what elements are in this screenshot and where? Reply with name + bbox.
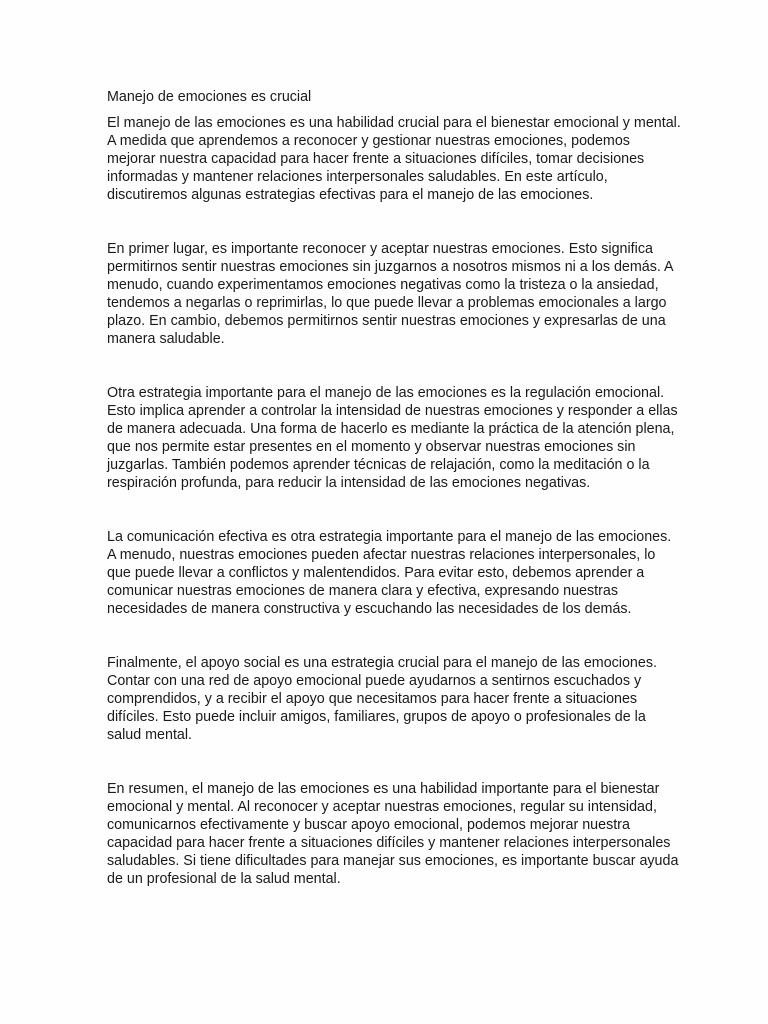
paragraph-summary: En resumen, el manejo de las emociones es una habilidad importante para el bienestar emocional y mental. Al reconocer y aceptar nuestras emociones, regular su intensidad, comunicarnos efectivamente y buscar apoyo emocional, podemos mejorar nuestra capacidad para hacer frente a situaciones difíciles y mantener relaciones interpersonales saludables. Si tiene dificultades para manejar sus emociones, es importante buscar ayuda de un profesional de la salud mental. bbox=[107, 781, 679, 887]
paragraph-recognize-accept: En primer lugar, es importante reconocer y aceptar nuestras emociones. Esto significa permitirnos sentir nuestras emociones sin juzgarnos a nosotros mismos ni a los demás. A menudo, cuando experimentamos emociones negativas como la tristeza o la ansiedad, tendemos a negarlas o reprimirlas, lo que puede llevar a problemas emocionales a largo plazo. En cambio, debemos permitirnos sentir nuestras emociones y expresarlas de una manera saludable. bbox=[107, 241, 674, 347]
paragraph-emotional-regulation: Otra estrategia importante para el manejo de las emociones es la regulación emocional. Esto implica aprender a controlar la intensidad de nuestras emociones y responder a ellas de manera adecuada. Una forma de hacerlo es mediante la práctica de la atención plena, que nos permite estar presentes en el momento y observar nuestras emociones sin juzgarlas. También podemos aprender técnicas de relajación, como la meditación o la respiración profunda, para reducir la intensidad de las emociones negativas. bbox=[107, 385, 678, 491]
document-title: Manejo de emociones es crucial bbox=[107, 89, 312, 105]
paragraph-introduction: El manejo de las emociones es una habilidad crucial para el bienestar emocional y mental. A medida que aprendemos a reconocer y gestionar nuestras emociones, podemos mejorar nuestra capacidad para hacer frente a situaciones difíciles, tomar decisiones informadas y mantener relaciones interpersonales saludables. En este artículo, discutiremos algunas estrategias efectivas para el manejo de las emociones. bbox=[107, 115, 681, 203]
paragraph-social-support: Finalmente, el apoyo social es una estrategia crucial para el manejo de las emociones. Contar con una red de apoyo emocional puede ayudarnos a sentirnos escuchados y comprendidos, y a recibir el apoyo que necesitamos para hacer frente a situaciones difíciles. Esto puede incluir amigos, familiares, grupos de apoyo o profesionales de la salud mental. bbox=[107, 655, 657, 743]
paragraph-effective-communication: La comunicación efectiva es otra estrategia importante para el manejo de las emociones. A menudo, nuestras emociones pueden afectar nuestras relaciones interpersonales, lo que puede llevar a conflictos y malentendidos. Para evitar esto, debemos aprender a comunicar nuestras emociones de manera clara y efectiva, expresando nuestras necesidades de manera constructiva y escuchando las necesidades de los demás. bbox=[107, 529, 672, 617]
